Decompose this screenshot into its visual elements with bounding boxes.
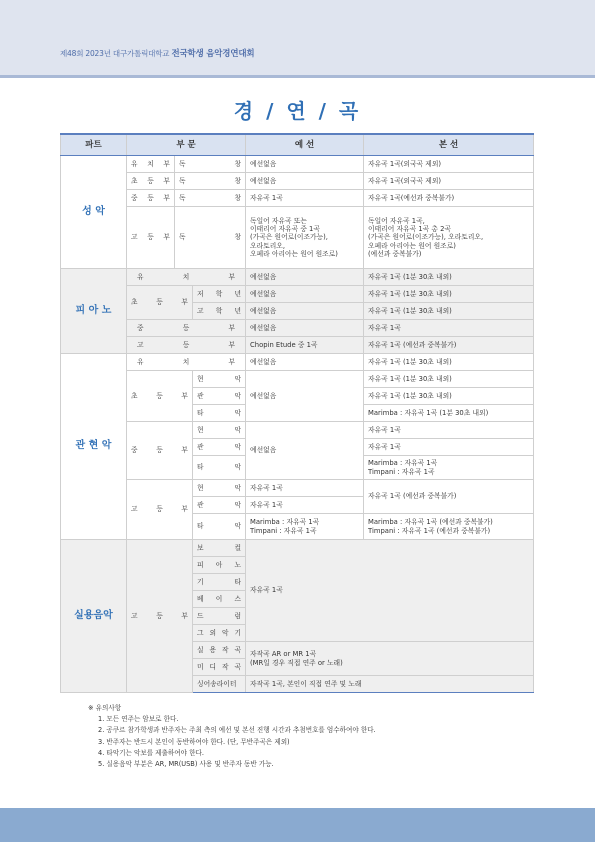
note-item: 4. 타악기는 악보를 제출하여야 한다.: [98, 748, 204, 757]
sub-cell: 관 악: [193, 439, 246, 456]
final-cell: 자유곡 1곡 (예선과 중복불가): [364, 337, 534, 354]
final-cell: 자유곡 1곡: [364, 439, 534, 456]
text-line: Timpani : 자유곡 1곡: [250, 526, 317, 535]
header-edition: 제48회 2023년 대구가톨릭대학교: [60, 49, 170, 58]
text-line: Marimba : 자유곡 1곡 (예선과 중복불가): [368, 518, 493, 527]
text-line: Marimba : 자유곡 1곡: [368, 459, 438, 468]
note-item: 5. 실용음악 부분은 AR, MR(USB) 사용 및 반주자 동반 가능.: [98, 760, 274, 769]
text-line: 이태리어 자유곡 중 1곡: [250, 225, 320, 234]
header-event: 전국학생 음악경연대회: [171, 49, 255, 59]
table-row: [61, 207, 534, 269]
prelim-cell: Chopin Etude 중 1곡: [246, 337, 364, 354]
text-line: 이태리어 자유곡 1곡 총 2곡: [368, 225, 451, 234]
sub-cell: 드 럼: [193, 608, 246, 625]
final-cell: [364, 514, 534, 540]
prelim-cell: 자유곡 1곡: [246, 190, 364, 207]
prelim-cell: [246, 514, 364, 540]
table-row: [61, 173, 534, 190]
header-division: 부 문: [127, 134, 246, 156]
footer-band: [0, 808, 595, 842]
header-part: 파트: [61, 134, 127, 156]
prelim-cell: 예선없음: [246, 286, 364, 303]
category-practical: 실용음악: [61, 540, 127, 693]
category-vocal: 성 악: [61, 156, 127, 269]
level-cell: 유 치 부: [127, 269, 246, 286]
sub-cell: 보 컬: [193, 540, 246, 557]
category-piano: 피 아 노: [61, 269, 127, 354]
text-line: Marimba : 자유곡 1곡: [250, 518, 320, 527]
final-cell: 자유곡 1곡 (1분 30초 내외): [364, 354, 534, 371]
final-cell: 자유곡 1곡: [364, 320, 534, 337]
notes-section: [88, 703, 376, 770]
prelim-cell: 예선없음: [246, 371, 364, 422]
table-row: [61, 286, 534, 303]
text-line: 독일어 자유곡 또는: [250, 216, 307, 225]
page-title: 경 / 연 / 곡: [233, 99, 362, 123]
prelim-cell: 예선없음: [246, 422, 364, 480]
final-cell: Marimba : 자유곡 1곡 (1분 30초 내외): [364, 405, 534, 422]
sub-cell: 싱어송라이터: [193, 676, 246, 693]
table-row: [61, 190, 534, 207]
final-cell: 자유곡 1곡 (1분 30초 내외): [364, 303, 534, 320]
text-line: 오페라 아리아는 원어 원조로): [250, 249, 338, 258]
sub-cell: 저 학 년: [193, 286, 246, 303]
sub-cell: 고 학 년: [193, 303, 246, 320]
level-cell: 고 등 부: [127, 540, 193, 693]
prelim-cell: 자유곡 1곡: [246, 497, 364, 514]
sub-cell: 현 악: [193, 371, 246, 388]
prelim-cell: 자유곡 1곡: [246, 480, 364, 497]
level-cell: 중 등 부: [127, 320, 246, 337]
table-row: [61, 320, 534, 337]
prelim-cell: 예선없음: [246, 320, 364, 337]
note-item: 1. 모든 연주는 암보로 한다.: [98, 715, 179, 724]
sub-cell: 타 악: [193, 456, 246, 480]
repertoire-table: [60, 133, 534, 693]
sub-cell: 그 외 악 기: [193, 625, 246, 642]
sub-cell: 독 창: [175, 156, 246, 173]
text-line: Timpani : 자유곡 1곡: [368, 467, 435, 476]
level-cell: 중 등 부: [127, 190, 175, 207]
text-line: 자작곡 AR or MR 1곡: [250, 650, 317, 659]
sub-cell: 관 악: [193, 497, 246, 514]
prelim-cell: 예선없음: [246, 303, 364, 320]
final-cell: [364, 456, 534, 480]
level-cell: 초 등 부: [127, 173, 175, 190]
note-item: 3. 반주자는 반드시 본인이 동반하여야 한다. (단, 무반주곡은 제외): [98, 737, 290, 746]
prelim-cell: 예선없음: [246, 354, 364, 371]
text-line: (가곡은 원어로(이조가능),: [250, 233, 328, 242]
text-line: Timpani : 자유곡 1곡 (예선과 중복불가): [368, 526, 491, 535]
table-row: [61, 422, 534, 439]
table-row: [61, 269, 534, 286]
sub-cell: 독 창: [175, 207, 246, 269]
text-line: (가곡은 원어로(이조가능), 오라토리오,: [368, 233, 484, 242]
category-orchestra: 관 현 악: [61, 354, 127, 540]
prelim-cell: 예선없음: [246, 156, 364, 173]
text-line: (예선과 중복불가): [368, 249, 422, 258]
sub-cell: 독 창: [175, 190, 246, 207]
level-cell: 유 치 부: [127, 156, 175, 173]
final-cell: 자유곡 1곡(예선과 중복불가): [364, 190, 534, 207]
sub-cell: 독 창: [175, 173, 246, 190]
content-cell: [246, 642, 534, 676]
sub-cell: 현 악: [193, 480, 246, 497]
final-cell: [364, 207, 534, 269]
level-cell: 유 치 부: [127, 354, 246, 371]
table-row: [61, 371, 534, 388]
level-cell: 고 등 부: [127, 337, 246, 354]
text-line: 오라토리오,: [250, 241, 286, 250]
header-final: 본 선: [364, 134, 534, 156]
table-row: [61, 156, 534, 173]
final-cell: 자유곡 1곡 (1분 30초 내외): [364, 371, 534, 388]
table-header-row: [61, 134, 534, 156]
text-line: (MR일 경우 직접 연주 or 노래): [250, 658, 343, 667]
sub-cell: 실 용 작 곡: [193, 642, 246, 659]
level-cell: 고 등 부: [127, 480, 193, 540]
final-cell: 자유곡 1곡 (1분 30초 내외): [364, 286, 534, 303]
final-cell: 자유곡 1곡(외국곡 제외): [364, 156, 534, 173]
level-cell: 초 등 부: [127, 371, 193, 422]
text-line: 독일어 자유곡 1곡,: [368, 216, 425, 225]
final-cell: 자유곡 1곡(외국곡 제외): [364, 173, 534, 190]
notes-heading: ※ 유의사항: [88, 704, 122, 712]
header-divider: [0, 75, 595, 78]
header-prelim: 예 선: [246, 134, 364, 156]
content-cell: 자유곡 1곡: [246, 540, 534, 642]
final-cell: 자유곡 1곡 (1분 30초 내외): [364, 388, 534, 405]
level-cell: 중 등 부: [127, 422, 193, 480]
table-row: [61, 354, 534, 371]
sub-cell: 기 타: [193, 574, 246, 591]
prelim-cell: [246, 207, 364, 269]
sub-cell: 피 아 노: [193, 557, 246, 574]
prelim-cell: 예선없음: [246, 269, 364, 286]
table-row: [61, 337, 534, 354]
sub-cell: 미 디 작 곡: [193, 659, 246, 676]
header-band: [0, 0, 595, 75]
final-cell: 자유곡 1곡: [364, 422, 534, 439]
sub-cell: 타 악: [193, 405, 246, 422]
text-line: 오페라 아리아는 원어 원조로): [368, 241, 456, 250]
sub-cell: 베 이 스: [193, 591, 246, 608]
final-cell: 자유곡 1곡 (1분 30초 내외): [364, 269, 534, 286]
final-cell: 자유곡 1곡 (예선과 중복불가): [364, 480, 534, 514]
note-item: 2. 공쿠르 참가학생과 반주자는 주최 측의 예선 및 본선 진행 시간과 추첨번호를 엄수하여야 한다.: [98, 726, 376, 735]
level-cell: 초 등 부: [127, 286, 193, 320]
level-cell: 고 등 부: [127, 207, 175, 269]
sub-cell: 관 악: [193, 388, 246, 405]
sub-cell: 타 악: [193, 514, 246, 540]
table-row: [61, 540, 534, 557]
prelim-cell: 예선없음: [246, 173, 364, 190]
header-title: [60, 47, 254, 59]
table-row: [61, 480, 534, 497]
sub-cell: 현 악: [193, 422, 246, 439]
content-cell: 자작곡 1곡, 본인이 직접 연주 및 노래: [246, 676, 534, 693]
